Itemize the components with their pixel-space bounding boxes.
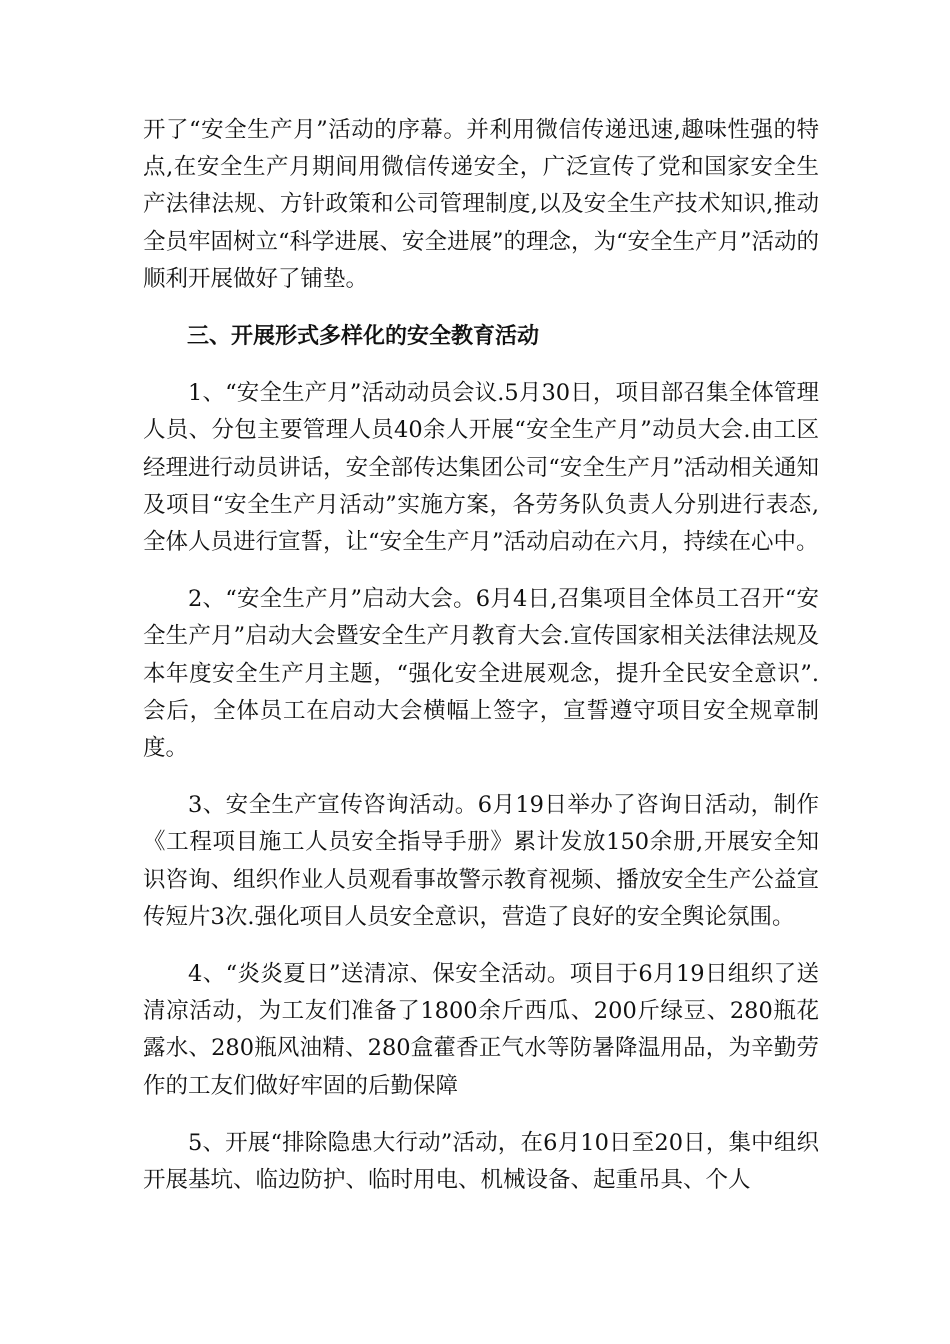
paragraph-item-2: 2、“安全生产月”启动大会。6月4日,召集项目全体员工召开“安全生产月”启动大会暨安全生产月教育大会.宣传国家相关法律法规及本年度安全生产月主题，“强化安全进展观念，提升全民安全意识”.会后，全体员工在启动大会横幅上签字，宣誓遵守项目安全规章制度。 bbox=[143, 586, 819, 762]
document-body bbox=[143, 112, 819, 1219]
paragraph-item-3: 3、安全生产宣传咨询活动。6月19日举办了咨询日活动，制作《工程项目施工人员安全指导手册》累计发放150余册,开展安全知识咨询、组织作业人员观看事故警示教育视频、播放安全生产公益宣传短片3次.强化项目人员安全意识，营造了良好的安全舆论氛围。 bbox=[143, 792, 819, 930]
paragraph-item-5: 5、开展“排除隐患大行动”活动，在6月10日至20日，集中组织开展基坑、临边防护、临时用电、机械设备、起重吊具、个人 bbox=[143, 1129, 819, 1194]
paragraph-continuation: 开了“安全生产月”活动的序幕。并利用微信传递迅速,趣味性强的特点,在安全生产月期间用微信传递安全，广泛宣传了党和国家安全生产法律法规、方针政策和公司管理制度,以及安全生产技术知识,推动全员牢固树立“科学进展、安全进展”的理念，为“安全生产月”活动的顺利开展做好了铺垫。 bbox=[143, 117, 820, 292]
section-heading: 三、开展形式多样化的安全教育活动 bbox=[187, 324, 540, 350]
paragraph-item-1: 1、“安全生产月”活动动员会议.5月30日，项目部召集全体管理人员、分包主要管理人员40余人开展“安全生产月”动员大会.由工区经理进行动员讲话，安全部传达集团公司“安全生产月”活动相关通知及项目“安全生产月活动”实施方案，各劳务队负责人分别进行表态,全体人员进行宣誓，让“安全生产月”活动启动在六月，持续在心中。 bbox=[143, 380, 819, 556]
paragraph-item-4: 4、“炎炎夏日”送清凉、保安全活动。项目于6月19日组织了送清凉活动，为工友们准备了1800余斤西瓜、200斤绿豆、280瓶花露水、280瓶风油精、280盒藿香正气水等防暑降温用品，为辛勤劳作的工友们做好牢固的后勤保障 bbox=[143, 961, 819, 1099]
